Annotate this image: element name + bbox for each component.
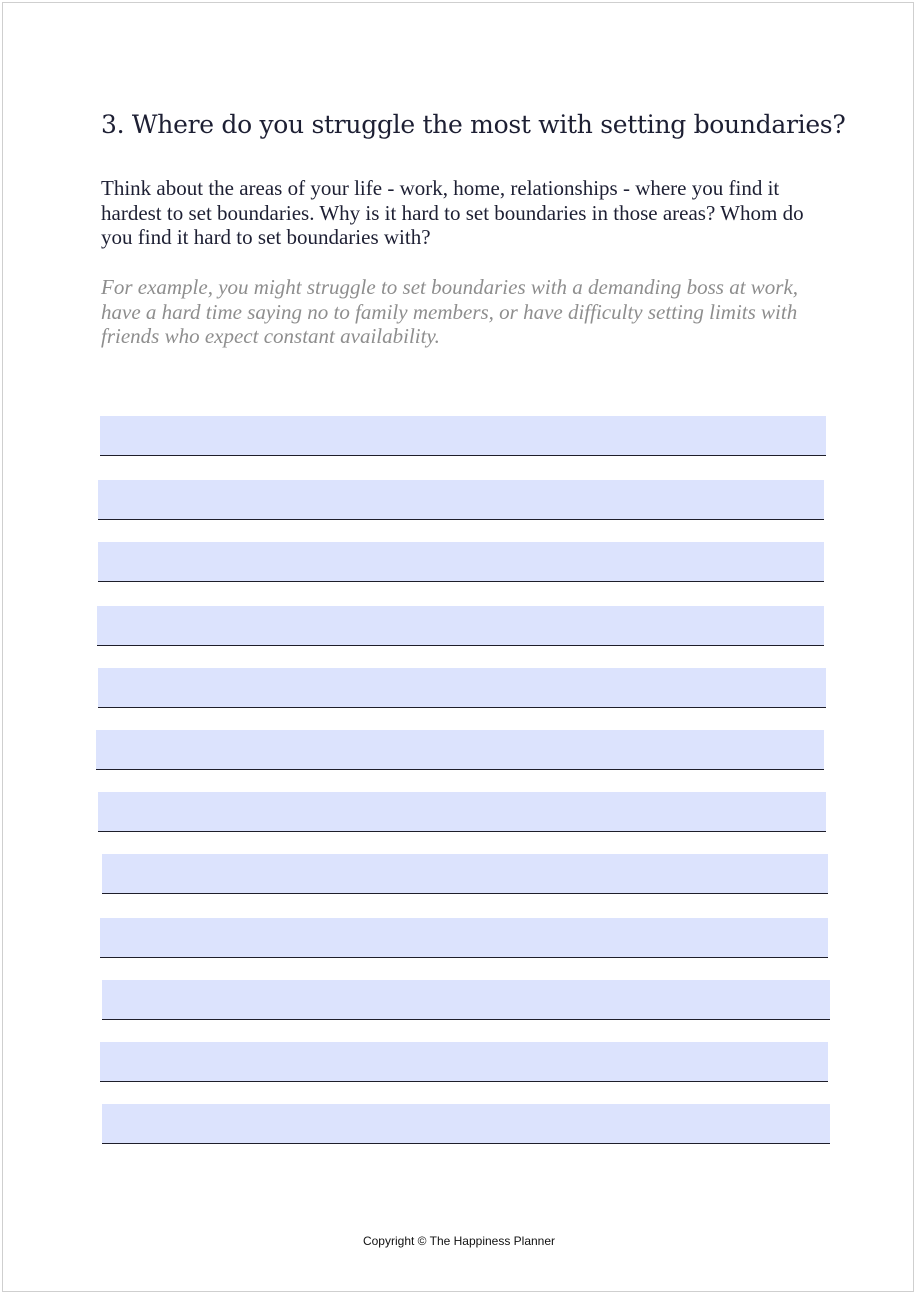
- question-example: For example, you might struggle to set boundaries with a demanding boss at work, have a hard time saying no to family members, or have difficulty setting limits with friends who expect constant availability.: [101, 275, 799, 348]
- answer-line-10[interactable]: [102, 980, 830, 1020]
- answer-line-5[interactable]: [98, 668, 826, 708]
- answer-line-11[interactable]: [100, 1042, 828, 1082]
- answer-line-7[interactable]: [98, 792, 826, 832]
- question-prompt: Think about the areas of your life - work, home, relationships - where you find it hardest to set boundaries. Why is it hard to set boundaries in those areas? Whom do you find it hard to set boundaries with?: [101, 176, 804, 249]
- answer-line-4[interactable]: [97, 606, 824, 646]
- answer-line-1[interactable]: [100, 416, 826, 456]
- question-heading: 3. Where do you struggle the most with setting boundaries?: [101, 110, 846, 139]
- answer-line-8[interactable]: [102, 854, 828, 894]
- answer-line-3[interactable]: [98, 542, 824, 582]
- answer-line-2[interactable]: [98, 480, 824, 520]
- answer-line-9[interactable]: [100, 918, 828, 958]
- answer-line-12[interactable]: [102, 1104, 830, 1144]
- copyright-footer: Copyright © The Happiness Planner: [362, 1234, 556, 1248]
- answer-line-6[interactable]: [96, 730, 824, 770]
